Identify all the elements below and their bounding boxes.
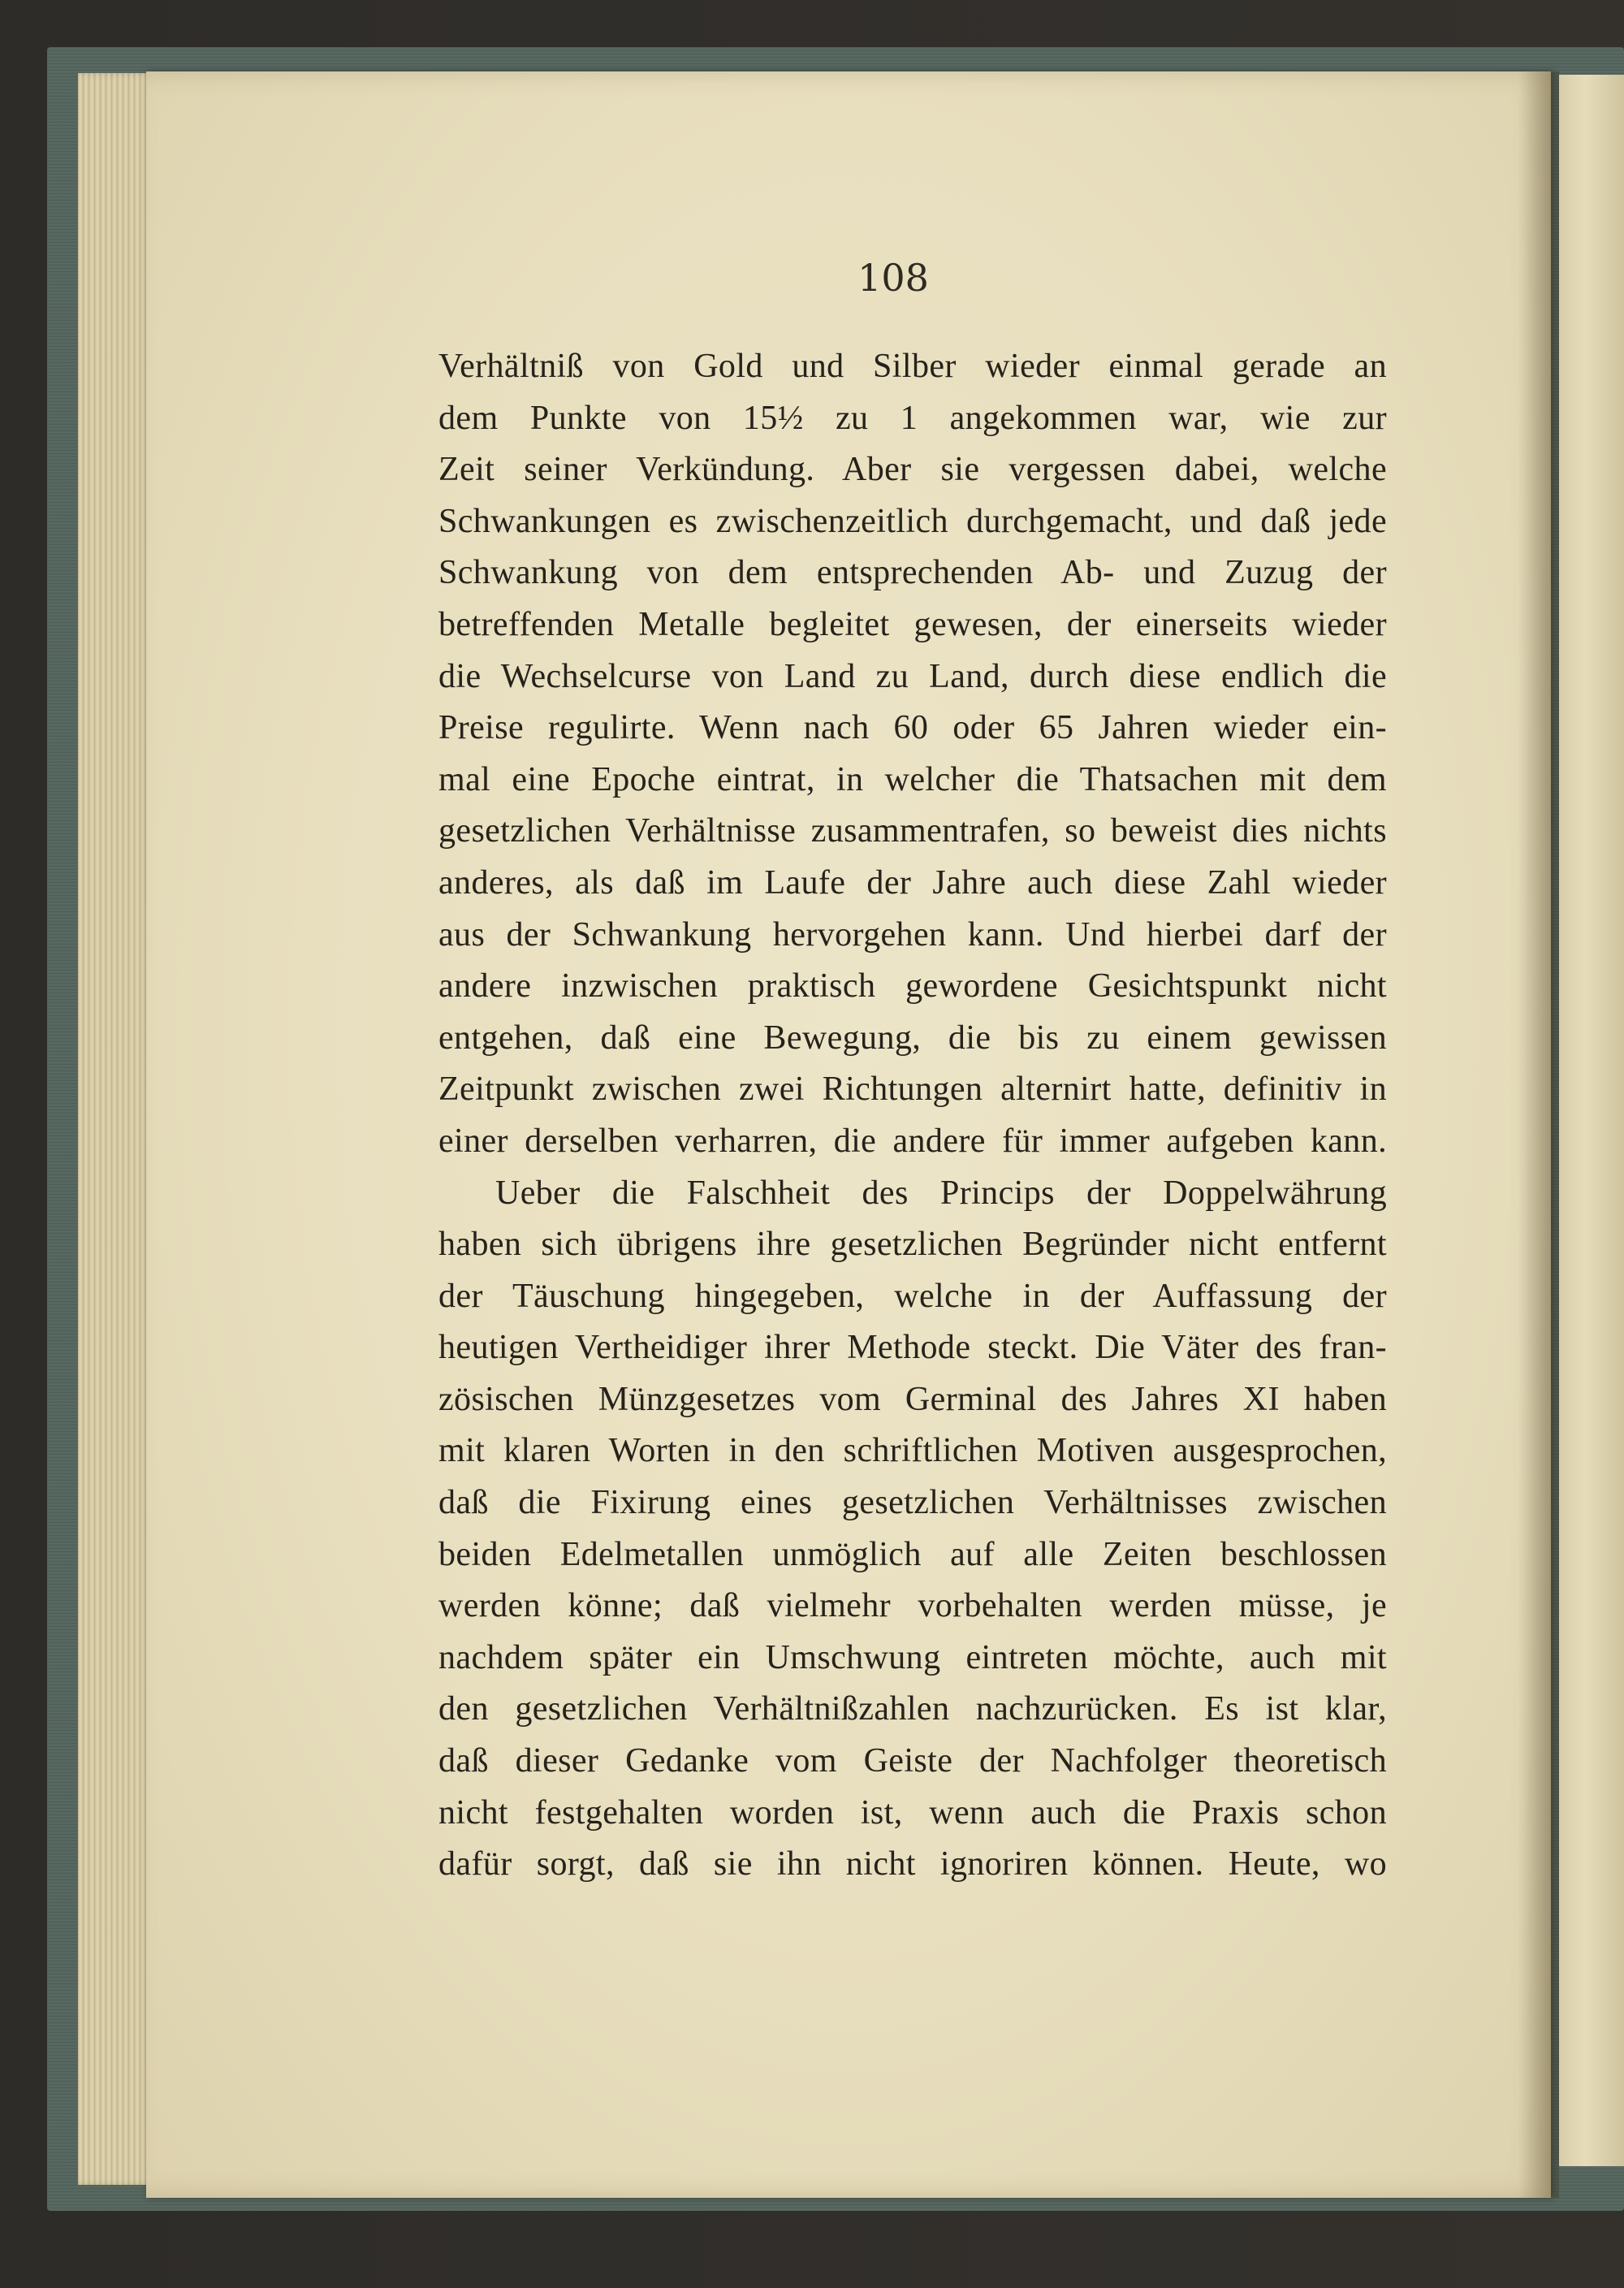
text-line: Zeitpunkt zwischen zwei Richtungen alternirt hatte, definitiv in: [438, 1070, 1387, 1109]
text-line: nicht festgehalten worden ist, wenn auch die Praxis schon: [438, 1793, 1387, 1832]
text-line: andere inzwischen praktisch gewordene Gesichtspunkt nicht: [438, 967, 1387, 1006]
text-line: anderes, als daß im Laufe der Jahre auch diese Zahl wieder: [438, 863, 1387, 902]
facing-page-edge: [1559, 75, 1624, 2166]
text-line: Preise regulirte. Wenn nach 60 oder 65 Jahren wieder ein-: [438, 709, 1387, 747]
text-line: einer derselben verharren, die andere für immer aufgeben kann.: [438, 1122, 1387, 1160]
text-line: der Täuschung hingegeben, welche in der Auffassung der: [438, 1277, 1387, 1315]
text-line: werden könne; daß vielmehr vorbehalten werden müsse, je: [438, 1587, 1387, 1625]
text-line: entgehen, daß eine Bewegung, die bis zu einem gewissen: [438, 1019, 1387, 1057]
text-line: betreffenden Metalle begleitet gewesen, der einerseits wieder: [438, 605, 1387, 643]
text-line: Schwankung von dem entsprechenden Ab- und Zuzug der: [438, 554, 1387, 592]
text-line: aus der Schwankung hervorgehen kann. Und hierbei darf der: [438, 915, 1387, 954]
text-line: beiden Edelmetallen unmöglich auf alle Zeiten beschlossen: [438, 1535, 1387, 1573]
page-number: 108: [857, 256, 929, 300]
text-line: die Wechselcurse von Land zu Land, durch diese endlich die: [438, 657, 1387, 695]
text-line: dafür sorgt, daß sie ihn nicht ignoriren können. Heute, wo: [438, 1845, 1387, 1884]
text-line: Zeit seiner Verkündung. Aber sie vergessen dabei, welche: [438, 451, 1387, 489]
text-line: daß dieser Gedanke vom Geiste der Nachfolger theoretisch: [438, 1742, 1387, 1780]
text-line: nachdem später ein Umschwung eintreten möchte, auch mit: [438, 1638, 1387, 1676]
text-line: heutigen Vertheidiger ihrer Methode steckt. Die Väter des fran-: [438, 1329, 1387, 1367]
text-line: haben sich übrigens ihre gesetzlichen Begründer nicht entfernt: [438, 1226, 1387, 1264]
body-text: [438, 341, 1387, 1891]
text-line: mal eine Epoche eintrat, in welcher die Thatsachen mit dem: [438, 760, 1387, 798]
page-edges: [78, 73, 156, 2185]
text-line: Verhältniß von Gold und Silber wieder einmal gerade an: [438, 348, 1387, 385]
text-line: Schwankungen es zwischenzeitlich durchgemacht, und daß jede: [438, 502, 1387, 540]
text-line: mit klaren Worten in den schriftlichen Motiven ausgesprochen,: [438, 1432, 1387, 1470]
text-line: den gesetzlichen Verhältnißzahlen nachzurücken. Es ist klar,: [438, 1690, 1387, 1728]
text-line: daß die Fixirung eines gesetzlichen Verhältnisses zwischen: [438, 1484, 1387, 1522]
text-line-paragraph-start: Ueber die Falschheit des Princips der Doppelwährung: [495, 1174, 1387, 1212]
text-line: gesetzlichen Verhältnisse zusammentrafen, so beweist dies nichts: [438, 812, 1387, 850]
text-line: dem Punkte von 15½ zu 1 angekommen war, wie zur: [438, 399, 1387, 437]
gutter-shadow: [1518, 71, 1559, 2198]
text-line: zösischen Münzgesetzes vom Germinal des Jahres XI haben: [438, 1380, 1387, 1418]
